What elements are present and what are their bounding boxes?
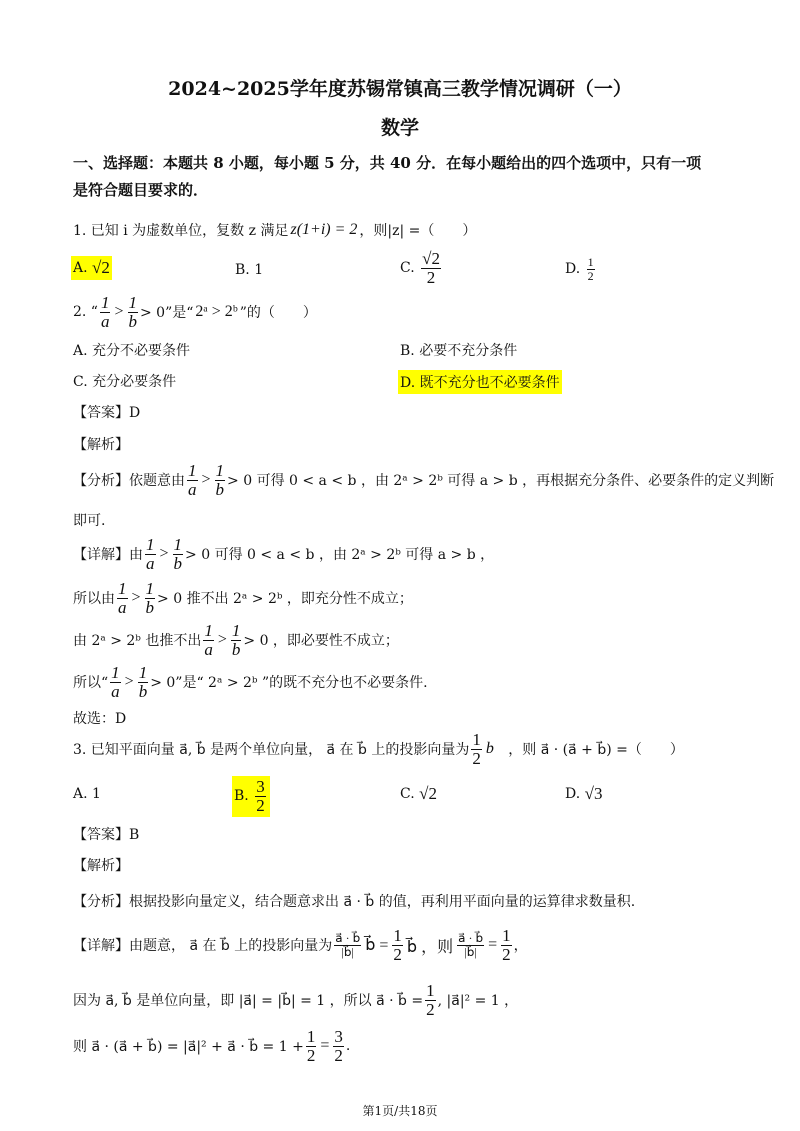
- fraction: [334, 932, 361, 958]
- text-segment: 所以由: [73, 591, 115, 608]
- fraction: [138, 664, 149, 701]
- numerator: 3: [256, 777, 265, 796]
- fraction: [203, 622, 214, 659]
- text-segment: A.: [73, 260, 88, 276]
- text-segment: 【分析】依题意由: [73, 473, 185, 490]
- text-segment: > 0”是“: [140, 305, 194, 322]
- doc-subject: 数学: [380, 117, 419, 139]
- fraction: [425, 982, 436, 1019]
- denominator: 2: [306, 1045, 316, 1065]
- text-segment: >: [114, 303, 124, 321]
- numerator: 1: [306, 1027, 316, 1046]
- numerator: 1: [204, 621, 213, 640]
- text-segment: D.: [565, 786, 581, 802]
- text-segment: √3: [584, 784, 603, 803]
- fraction: [457, 932, 484, 958]
- q3-jiexi: 【解析】: [73, 858, 129, 874]
- text-segment: 则 a⃗ · (a⃗ + b⃗) = |a⃗|² + a⃗ · b⃗ = 1 +: [73, 1039, 304, 1056]
- text-segment: ”的（ ）: [239, 305, 317, 322]
- q1-stem-end: ，则|z| =（ ）: [359, 223, 477, 239]
- q1-option-a: [71, 256, 112, 280]
- text-segment: b⃗: [485, 740, 507, 758]
- fraction: [306, 1028, 317, 1065]
- q2-answer: 【答案】D: [73, 405, 141, 421]
- numerator: 1: [393, 926, 402, 945]
- denominator: |b⃗|: [464, 944, 477, 959]
- text-segment: D.: [565, 261, 581, 278]
- text-segment: > 0”是“ 2ᵃ > 2ᵇ ”的既不充分也不必要条件.: [150, 675, 428, 692]
- fraction: [421, 250, 441, 287]
- q2-xiangjie: [73, 536, 494, 573]
- denominator: a: [188, 479, 197, 499]
- q2-fenxi-end: 即可.: [73, 513, 106, 529]
- fraction: [100, 294, 111, 331]
- numerator: a⃗ · b⃗: [458, 931, 484, 946]
- fraction: [187, 462, 198, 499]
- text-segment: √2: [419, 784, 437, 803]
- numerator: 1: [215, 461, 225, 480]
- fraction: [501, 927, 512, 964]
- text-segment: C.: [400, 786, 415, 802]
- denominator: 2: [393, 944, 402, 964]
- numerator: 1: [145, 579, 155, 598]
- fraction: [145, 536, 156, 573]
- question-1: [73, 220, 476, 240]
- denominator: a: [204, 639, 213, 659]
- denominator: b: [128, 311, 137, 331]
- q3-line-2: [73, 982, 518, 1019]
- numerator: 1: [138, 663, 148, 682]
- numerator: 1: [111, 663, 120, 682]
- text-segment: b⃗ =: [365, 937, 389, 955]
- denominator: 2: [587, 268, 594, 283]
- fraction: [333, 1028, 344, 1065]
- numerator: a⃗ · b⃗: [335, 931, 361, 946]
- section-heading-2: 是符合题目要求的．: [73, 181, 209, 199]
- page-footer: 第1页/共18页: [362, 1104, 438, 1118]
- text-segment: 【详解】由: [73, 547, 143, 564]
- text-segment: 2ᵃ > 2ᵇ: [195, 303, 238, 321]
- denominator: 2: [502, 944, 511, 964]
- numerator: 3: [334, 1027, 343, 1046]
- denominator: a: [111, 681, 120, 701]
- section-heading: 一、选择题：本题共 8 小题，每小题 5 分，共 40 分．在每小题给出的四个选项中，只有一项: [73, 154, 702, 172]
- text-segment: =: [320, 1037, 330, 1055]
- text-segment: > 0 可得 0 < a < b ，由 2ᵃ > 2ᵇ 可得 a > b ，再根据充分条件、必要条件的定义判断: [227, 473, 775, 490]
- q2-line-2: [73, 580, 413, 617]
- text-segment: >: [201, 471, 211, 489]
- doc-title: 2024~2025学年度苏锡常镇高三教学情况调研（一）: [168, 78, 632, 100]
- text-segment: ，: [513, 938, 528, 955]
- fraction: [392, 927, 403, 964]
- text-segment: >: [217, 631, 227, 649]
- denominator: |b⃗|: [341, 944, 354, 959]
- q3-fenxi: 【分析】根据投影向量定义，结合题意求出 a⃗ · b⃗ 的值，再利用平面向量的运算律求数量积.: [73, 894, 636, 910]
- q2-line-4: [73, 664, 428, 701]
- q2-option-d: D. 既不充分也不必要条件: [398, 370, 562, 394]
- fraction: [231, 622, 242, 659]
- text-segment: , |a⃗|² = 1 ，: [437, 993, 519, 1010]
- denominator: b: [231, 639, 241, 659]
- numerator: √2: [422, 249, 440, 268]
- q3-option-a: A. 1: [73, 786, 101, 802]
- denominator: a: [118, 597, 127, 617]
- text-segment: >: [159, 545, 169, 563]
- text-segment: >: [131, 589, 141, 607]
- q3-option-c: [400, 784, 437, 804]
- text-segment: C.: [400, 260, 415, 277]
- numerator: 1: [587, 255, 594, 269]
- q2-choice: 故选：D: [73, 711, 127, 727]
- numerator: 1: [231, 621, 241, 640]
- text-segment: 2. “: [73, 304, 98, 321]
- fraction: [145, 580, 156, 617]
- fraction: [128, 294, 139, 331]
- q2-option-b: B. 必要不充分条件: [400, 343, 518, 359]
- fraction: [215, 462, 226, 499]
- text-segment: 由 2ᵃ > 2ᵇ 也推不出: [73, 633, 202, 650]
- q2-jiexi: 【解析】: [73, 437, 129, 453]
- q3-option-d: [565, 784, 602, 804]
- question-3: [73, 731, 684, 768]
- text-segment: >: [124, 673, 134, 691]
- fraction: [117, 580, 128, 617]
- numerator: 1: [173, 535, 183, 554]
- text-segment: 因为 a⃗, b⃗ 是单位向量，即 |a⃗| = |b⃗| = 1 ，所以 a⃗ · b⃗ =: [73, 993, 424, 1010]
- q1-stem: 1. 已知 i 为虚数单位，复数 z 满足: [73, 223, 289, 239]
- denominator: 2: [472, 748, 481, 768]
- denominator: b: [173, 553, 183, 573]
- question-2: [73, 294, 317, 331]
- q1-option-d: [565, 256, 597, 282]
- text-segment: √2: [92, 258, 110, 277]
- q1-option-c: [400, 250, 443, 287]
- q1-math: z(1+i) = 2: [290, 221, 358, 238]
- denominator: 2: [426, 267, 436, 287]
- text-segment: =: [488, 936, 498, 954]
- fraction: [173, 536, 184, 573]
- q2-option-a: A. 充分不必要条件: [73, 343, 191, 359]
- numerator: 1: [146, 535, 155, 554]
- numerator: 1: [472, 730, 481, 749]
- text-segment: > 0 可得 0 < a < b ，由 2ᵃ > 2ᵇ 可得 a > b ，: [185, 547, 495, 564]
- numerator: 1: [426, 981, 435, 1000]
- text-segment: > 0 ，即必要性不成立；: [243, 633, 399, 650]
- fraction: [255, 778, 266, 815]
- numerator: 1: [188, 461, 197, 480]
- fraction: [587, 256, 595, 282]
- text-segment: 所以“: [73, 675, 109, 692]
- numerator: 1: [100, 293, 110, 312]
- numerator: 1: [128, 293, 137, 312]
- q3-line-3: [73, 1028, 350, 1065]
- denominator: a: [100, 311, 110, 331]
- text-segment: b⃗ ，则: [406, 938, 454, 956]
- denominator: b: [145, 597, 155, 617]
- text-segment: 3. 已知平面向量 a⃗, b⃗ 是两个单位向量， a⃗ 在 b⃗ 上的投影向量为: [73, 742, 470, 759]
- fraction: [471, 731, 482, 768]
- text-segment: .: [345, 1038, 351, 1055]
- text-segment: 【详解】由题意， a⃗ 在 b⃗ 上的投影向量为: [73, 938, 333, 955]
- q3-option-b: [232, 776, 270, 817]
- text-segment: ，则 a⃗ · (a⃗ + b⃗) =（ ）: [508, 742, 684, 759]
- q2-option-c: C. 充分必要条件: [73, 374, 177, 390]
- numerator: 1: [118, 579, 127, 598]
- q2-line-3: [73, 622, 399, 659]
- denominator: b: [138, 681, 148, 701]
- denominator: 2: [334, 1045, 343, 1065]
- denominator: b: [215, 479, 225, 499]
- fraction: [110, 664, 121, 701]
- q3-answer: 【答案】B: [73, 827, 140, 843]
- denominator: a: [146, 553, 155, 573]
- denominator: 2: [426, 999, 435, 1019]
- denominator: 2: [256, 795, 265, 815]
- q3-xiangjie: [73, 927, 528, 964]
- q2-fenxi: [73, 462, 774, 499]
- text-segment: > 0 推不出 2ᵃ > 2ᵇ ，即充分性不成立；: [157, 591, 413, 608]
- q1-option-b: B. 1: [235, 262, 264, 278]
- text-segment: B.: [234, 788, 249, 805]
- numerator: 1: [502, 926, 511, 945]
